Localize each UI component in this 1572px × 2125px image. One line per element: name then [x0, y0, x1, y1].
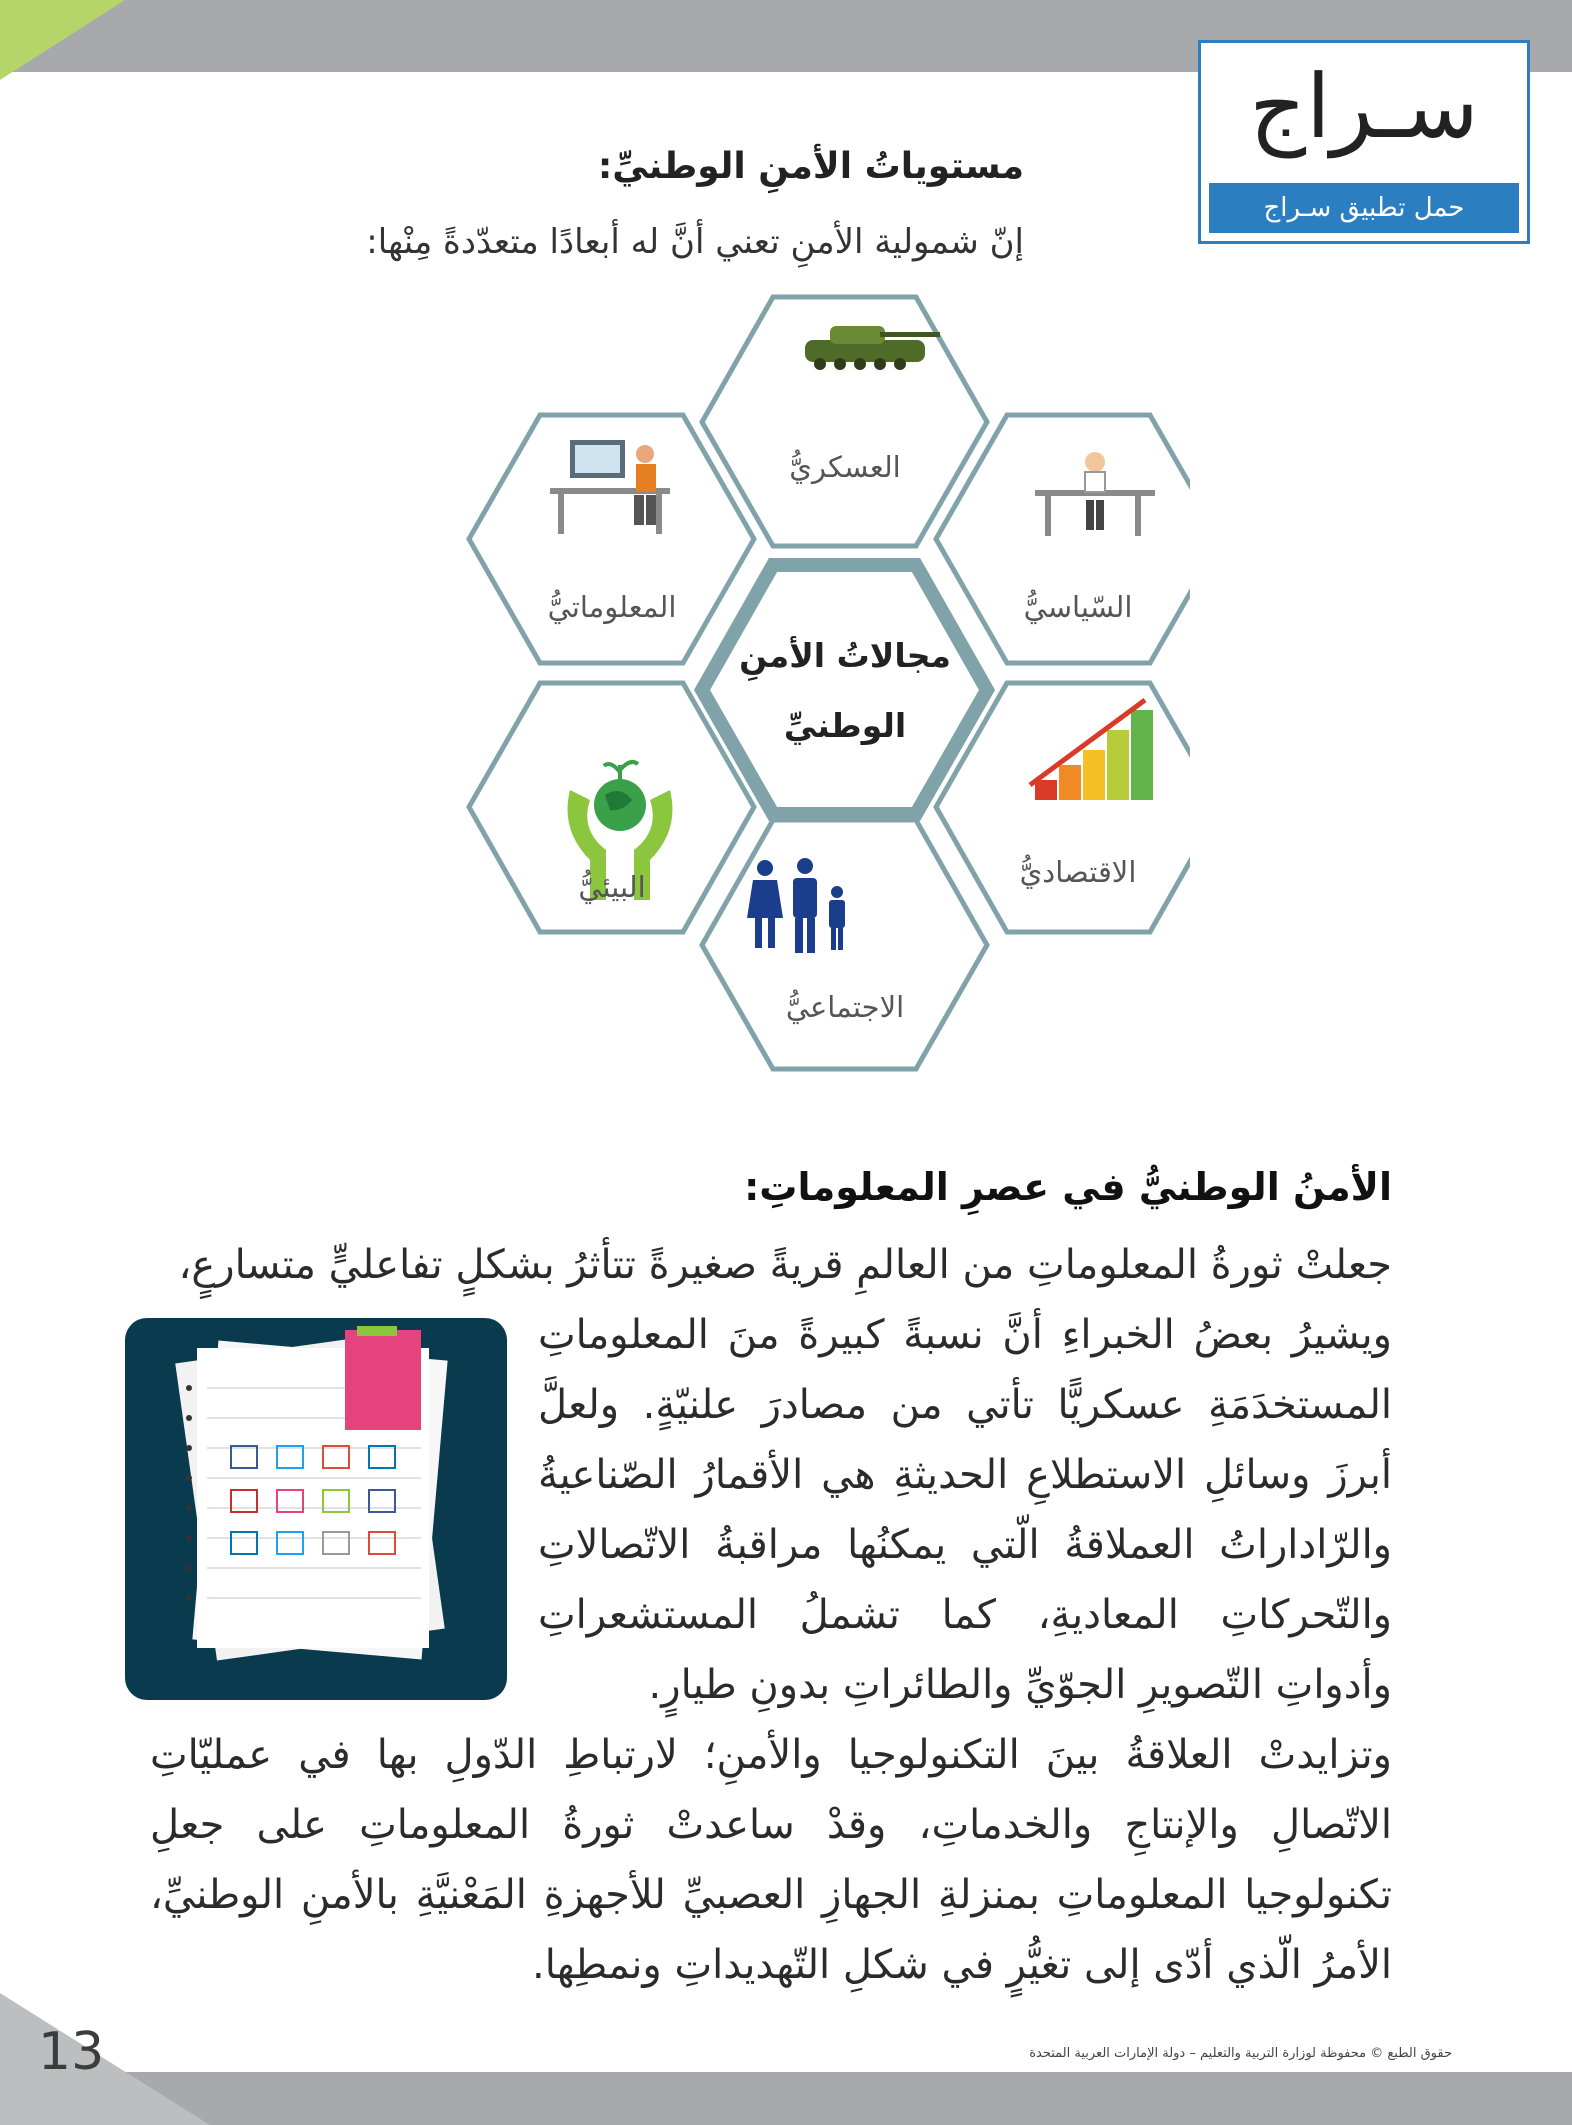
bottom-bar	[0, 2072, 1572, 2125]
center-label-line2: الوطنيِّ	[783, 706, 907, 745]
label-information: المعلوماتيُّ	[547, 590, 677, 624]
intro-text: إنّ شمولية الأمنِ تعني أنَّ له أبعادًا متعدّدةً مِنْها:	[366, 222, 1024, 262]
paragraph-2: ويشيرُ بعضُ الخبراءِ أنَّ نسبةً كبيرةً منَ المعلوماتِ المستخدَمَةِ عسكريًّا تأتي من مصادرَ علنيّةٍ. ولعلَّ أبرزَ وسائلِ الاستطلاعِ الحديثةِ هي الأقمارُ الصّناعيةُ والرّاداراتُ العملاقةُ الّتي يمكنُها مراقبةُ الاتّصالاتِ والتّحركاتِ المعاديةِ، كما تشملُ المستشعراتِ وأدواتِ التّصويرِ الجوّيِّ والطائراتِ بدونِ طيارٍ.	[538, 1312, 1392, 1708]
siraj-logo[interactable]	[1198, 40, 1530, 244]
page-number-tab	[0, 1993, 210, 2125]
label-environmental: البيئيُّ	[578, 870, 646, 904]
paragraph-3: وتزايدتْ العلاقةُ بينَ التكنولوجيا والأمنِ؛ لارتباطِ الدّولِ بها في عمليّاتِ الاتّصالِ والإنتاجِ والخدماتِ، وقدْ ساعدتْ ثورةُ المعلوماتِ على جعلِ تكنولوجيا المعلوماتِ بمنزلةِ الجهازِ العصبيِّ للأجهزةِ المَعْنيَّةِ بالأمنِ الوطنيِّ، الأمرُ الّذي أدّى إلى تغيُّرٍ في شكلِ التّهديداتِ ونمطِها.	[150, 1732, 1392, 1988]
label-social: الاجتماعيُّ	[785, 990, 905, 1024]
documents-svg	[125, 1318, 507, 1700]
paragraph-1: جعلتْ ثورةُ المعلوماتِ من العالمِ قريةً صغيرةً تتأثرُ بشكلٍ تفاعليٍّ متسارعٍ،	[178, 1242, 1392, 1288]
label-political: السّياسيُّ	[1023, 590, 1133, 624]
security-domains-diagram	[370, 280, 1190, 1120]
copyright-notice: حقوق الطبع © محفوظة لوزارة التربية والتعليم – دولة الإمارات العربية المتحدة	[1029, 2046, 1452, 2061]
hex-social	[702, 820, 987, 1069]
logo-wordmark: سـراج	[1249, 55, 1479, 158]
label-economic: الاقتصاديُّ	[1019, 855, 1137, 889]
section-heading-levels: مستوياتُ الأمنِ الوطنيِّ:	[597, 146, 1024, 187]
section-heading-information-age: الأمنُ الوطنيُّ في عصرِ المعلوماتِ:	[744, 1165, 1392, 1209]
center-label-line1: مجالاتُ الأمنِ	[739, 636, 951, 675]
page-number: 13	[38, 2022, 105, 2082]
hex-political	[936, 415, 1190, 663]
documents-illustration	[125, 1318, 507, 1700]
label-military: العسكريُّ	[789, 450, 901, 484]
logo-tagline: حمل تطبيق سـراج	[1209, 183, 1519, 233]
top-accent-triangle	[0, 0, 125, 80]
